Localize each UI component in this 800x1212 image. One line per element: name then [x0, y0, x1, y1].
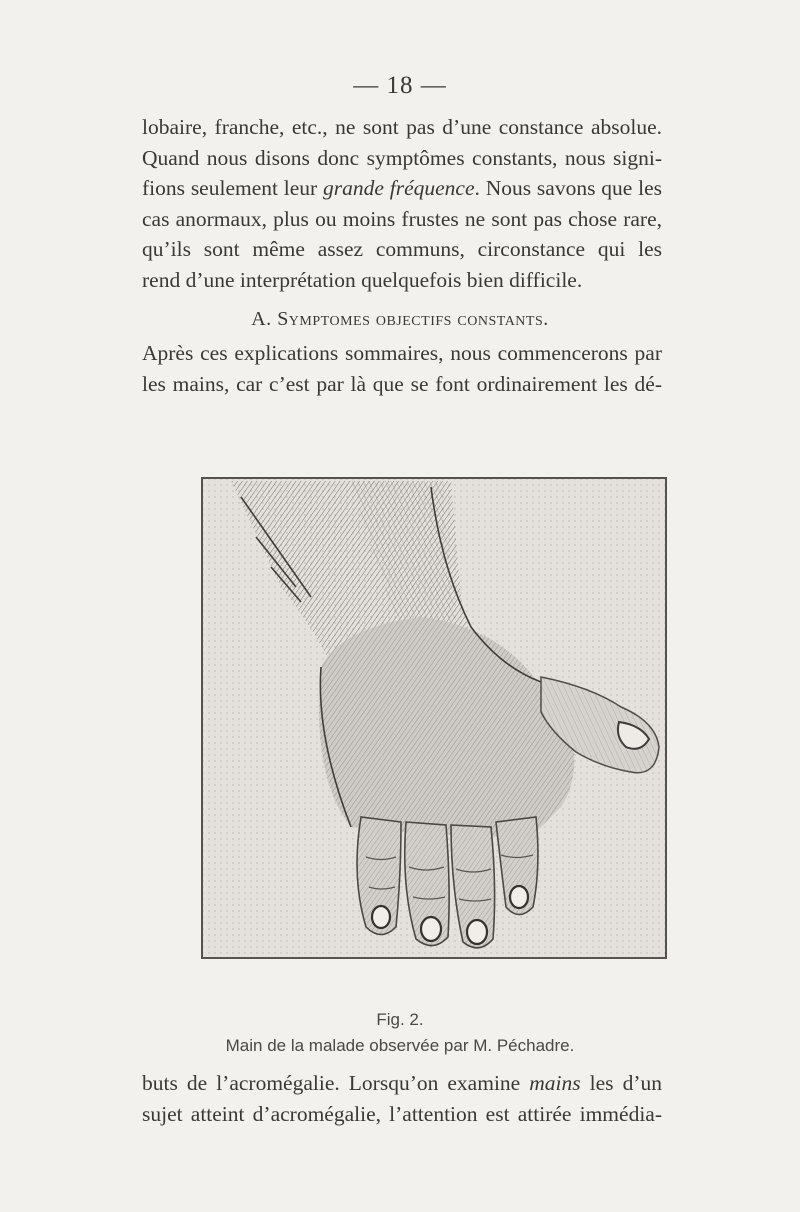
italic-word: mains — [529, 1071, 581, 1095]
text-line — [142, 173, 662, 204]
section-number: A. — [251, 308, 278, 330]
paragraph-1 — [142, 112, 662, 295]
text-line: cas anormaux, plus ou moins frustes ne sont pas chose rare, — [142, 206, 662, 231]
text-run: . Nous savons que les — [474, 176, 662, 200]
text-line: sujet atteint d’acromégalie, l’attention est attirée immédia- — [142, 1101, 662, 1126]
page-number: — 18 — — [353, 72, 447, 99]
text-line: rend d’une interprétation quelquefois bien difficile. — [142, 267, 583, 292]
text-run: fions seulement leur — [142, 176, 324, 200]
section-heading — [0, 308, 800, 331]
figure-caption: Main de la malade observée par M. Péchadre. — [225, 1036, 575, 1055]
text-line: qu’ils sont même assez communs, circonstance qui les — [142, 237, 662, 261]
hand-illustration — [201, 477, 667, 959]
text-line: les mains, car c’est par là que se font ordinairement les dé- — [142, 371, 662, 396]
text-line: Après ces explications sommaires, nous commencerons par — [142, 341, 662, 365]
italic-phrase: grande fréquence — [323, 176, 475, 200]
text-line: lobaire, franche, etc., ne sont pas d’une constance absolue. — [142, 115, 662, 139]
text-run: buts de l’acromégalie. Lorsqu’on examine — [142, 1071, 530, 1095]
text-run: les d’un — [580, 1071, 662, 1095]
section-title: Symptomes objectifs constants. — [277, 308, 549, 330]
figure-label: Fig. 2. — [376, 1010, 424, 1029]
paragraph-3 — [142, 1068, 662, 1129]
text-line: Quand nous disons donc symptômes constants, nous signi- — [142, 145, 662, 170]
text-line — [142, 1068, 662, 1099]
paragraph-2 — [142, 338, 662, 399]
